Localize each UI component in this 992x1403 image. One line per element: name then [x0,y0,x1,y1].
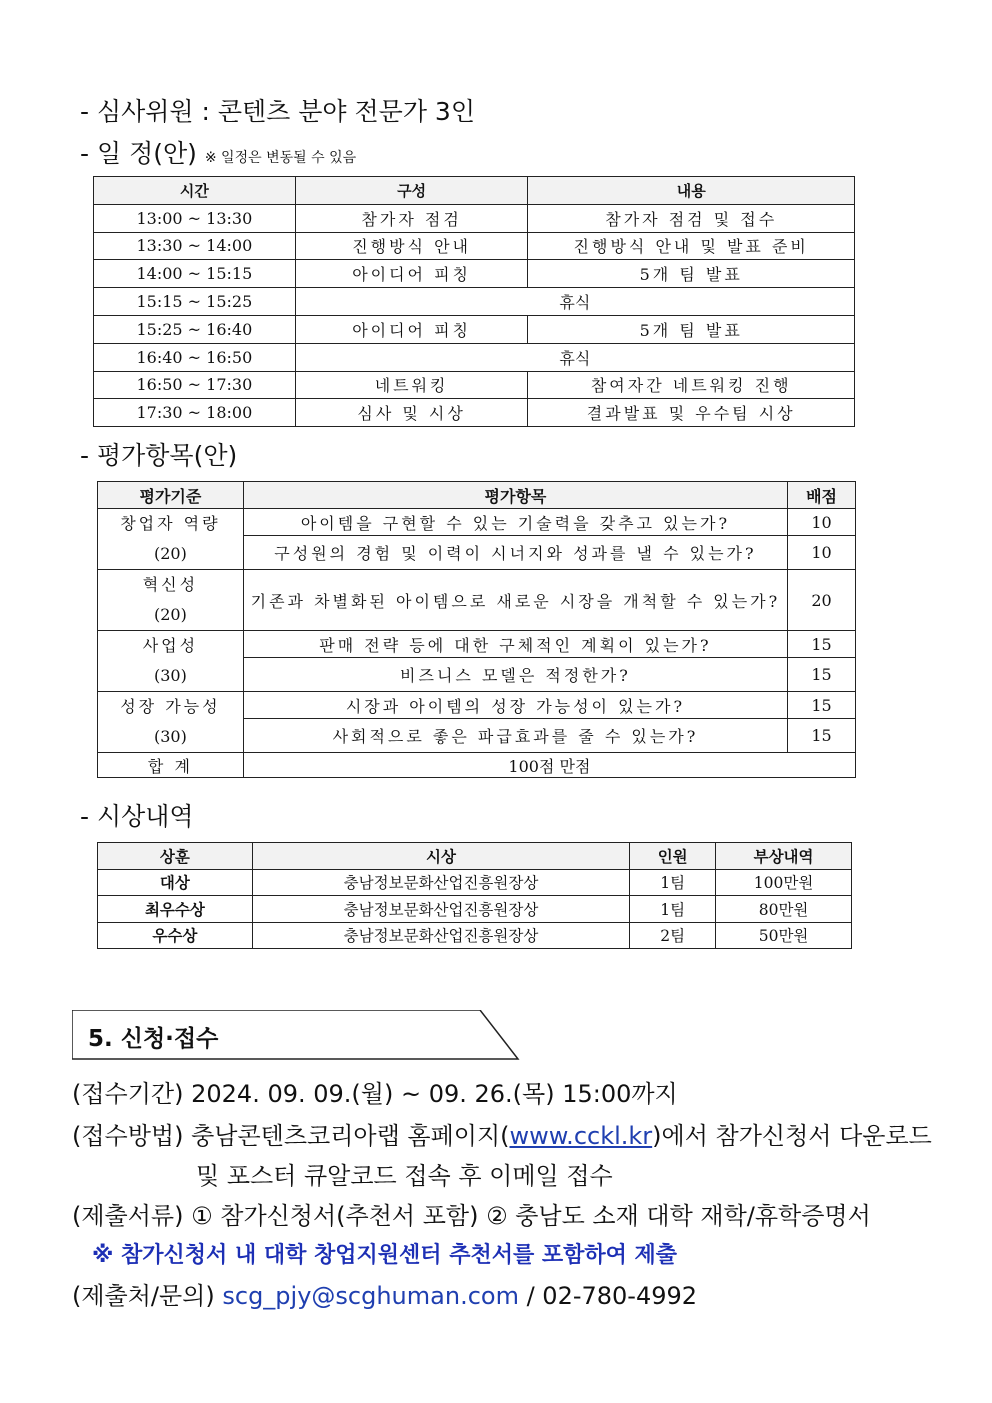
eval-item-cell: 비즈니스 모델은 적정한가? [243,658,787,692]
score-cell: 10 [788,536,856,570]
time-cell: 15:25 ~ 16:40 [94,315,296,343]
judges-line: - 심사위원 : 콘텐츠 분야 전문가 3인 [80,97,475,126]
contact-label: (제출처/문의) [72,1282,215,1310]
comp-cell: 아이디어 피칭 [295,260,528,288]
docs-value: ① 참가신청서(추천서 포함) ② 충남도 소재 대학 재학/휴학증명서 [191,1202,871,1230]
award-by-cell: 충남정보문화산업진흥원장상 [252,896,629,923]
table-row [94,315,855,343]
eval-item-cell: 사회적으로 좋은 파급효과를 줄 수 있는가? [243,719,787,753]
contact-email[interactable]: scg_pjy@scghuman.com [222,1282,519,1310]
time-cell: 16:50 ~ 17:30 [94,371,296,399]
table-row [98,896,852,923]
contact-line [72,1276,697,1311]
criterion-weight: (30) [153,666,187,685]
time-cell: 14:00 ~ 15:15 [94,260,296,288]
table-header-row [98,482,856,509]
docs-line [72,1196,871,1231]
schedule-table [93,176,855,427]
time-cell: 17:30 ~ 18:00 [94,399,296,427]
table-row [94,204,855,232]
time-cell: 13:30 ~ 14:00 [94,232,296,260]
method-label: (접수방법) [72,1122,184,1150]
break-cell: 휴식 [295,343,854,371]
criterion-weight: (20) [153,605,187,624]
score-cell: 15 [788,658,856,692]
content-cell: 5개 팀 발표 [528,315,855,343]
award-count-cell: 2팀 [630,922,716,949]
section-title-box [72,1010,520,1060]
total-value-cell: 100점 만점 [243,753,855,778]
table-header-cell: 평가항목 [243,482,787,509]
comp-cell: 진행방식 안내 [295,232,528,260]
time-cell: 16:40 ~ 16:50 [94,343,296,371]
eval-item-cell: 구성원의 경험 및 이력이 시너지와 성과를 낼 수 있는가? [243,536,787,570]
method-post: )에서 참가신청서 다운로드 [652,1122,932,1150]
award-prize-cell: 100만원 [716,869,852,896]
criterion-cell [98,692,244,753]
award-heading: - 시상내역 [80,802,194,831]
section-title: 5. 신청·접수 [88,1026,219,1052]
eval-item-cell: 기존과 차별화된 아이템으로 새로운 시장을 개척할 수 있는가? [243,570,787,631]
contact-phone: / 02-780-4992 [518,1282,698,1310]
score-cell: 15 [788,692,856,719]
eval-table [97,481,856,778]
homepage-link[interactable]: www.cckl.kr [509,1122,653,1150]
time-cell: 13:00 ~ 13:30 [94,204,296,232]
criterion-cell [98,570,244,631]
schedule-heading [80,134,356,170]
comp-cell: 아이디어 피칭 [295,315,528,343]
table-row [98,922,852,949]
content-cell: 5개 팀 발표 [528,260,855,288]
table-header-row [98,843,852,870]
table-row [94,260,855,288]
criterion-weight: (30) [153,727,187,746]
table-header-cell: 구성 [295,177,528,205]
content-cell: 참여자간 네트워킹 진행 [528,371,855,399]
award-count-cell: 1팀 [630,896,716,923]
method-line-2: 및 포스터 큐알코드 접속 후 이메일 접수 [196,1162,613,1190]
docs-note: ※ 참가신청서 내 대학 창업지원센터 추천서를 포함하여 제출 [92,1243,678,1268]
table-row [98,631,856,658]
table-row [98,570,856,631]
criterion-cell [98,631,244,692]
score-cell: 15 [788,631,856,658]
award-count-cell: 1팀 [630,869,716,896]
criterion-weight: (20) [153,544,187,563]
eval-item-cell: 시장과 아이템의 성장 가능성이 있는가? [243,692,787,719]
schedule-heading-text: - 일 정(안) [80,139,197,168]
period-value: 2024. 09. 09.(월) ~ 09. 26.(목) 15:00까지 [191,1080,678,1108]
docs-label: (제출서류) [72,1202,184,1230]
comp-cell: 심사 및 시상 [295,399,528,427]
award-name-cell: 우수상 [98,922,253,949]
award-name-cell: 최우수상 [98,896,253,923]
table-row [94,343,855,371]
eval-heading: - 평가항목(안) [80,441,238,470]
award-table [97,842,852,949]
total-label-cell: 합 계 [98,753,244,778]
award-prize-cell: 50만원 [716,922,852,949]
content-cell: 진행방식 안내 및 발표 준비 [528,232,855,260]
comp-cell: 네트워킹 [295,371,528,399]
table-header-cell: 시상 [252,843,629,870]
time-cell: 15:15 ~ 15:25 [94,288,296,316]
criterion-name: 혁신성 [142,575,199,594]
award-by-cell: 충남정보문화산업진흥원장상 [252,922,629,949]
score-cell: 15 [788,719,856,753]
table-row [98,509,856,536]
table-header-cell: 시간 [94,177,296,205]
table-row [94,288,855,316]
content-cell: 참가자 점검 및 접수 [528,204,855,232]
award-name-cell: 대상 [98,869,253,896]
criterion-name: 성장 가능성 [120,697,221,716]
award-by-cell: 충남정보문화산업진흥원장상 [252,869,629,896]
break-cell: 휴식 [295,288,854,316]
period-label: (접수기간) [72,1080,184,1108]
method-line [72,1116,932,1151]
comp-cell: 참가자 점검 [295,204,528,232]
method-pre: 충남콘텐츠코리아랩 홈페이지( [191,1122,510,1150]
criterion-cell [98,509,244,570]
eval-item-cell: 아이템을 구현할 수 있는 기술력을 갖추고 있는가? [243,509,787,536]
table-header-row [94,177,855,205]
table-header-cell: 상훈 [98,843,253,870]
table-row [98,753,856,778]
period-line [72,1074,678,1109]
table-header-cell: 부상내역 [716,843,852,870]
content-cell: 결과발표 및 우수팀 시상 [528,399,855,427]
table-header-cell: 배점 [788,482,856,509]
score-cell: 20 [788,570,856,631]
criterion-name: 창업자 역량 [120,514,221,533]
score-cell: 10 [788,509,856,536]
table-header-cell: 평가기준 [98,482,244,509]
table-row [94,399,855,427]
table-row [98,692,856,719]
eval-item-cell: 판매 전략 등에 대한 구체적인 계획이 있는가? [243,631,787,658]
table-row [94,371,855,399]
table-header-cell: 내용 [528,177,855,205]
table-header-cell: 인원 [630,843,716,870]
schedule-note: ※ 일정은 변동될 수 있음 [204,150,357,166]
award-prize-cell: 80만원 [716,896,852,923]
criterion-name: 사업성 [142,636,199,655]
table-row [94,232,855,260]
table-row [98,869,852,896]
